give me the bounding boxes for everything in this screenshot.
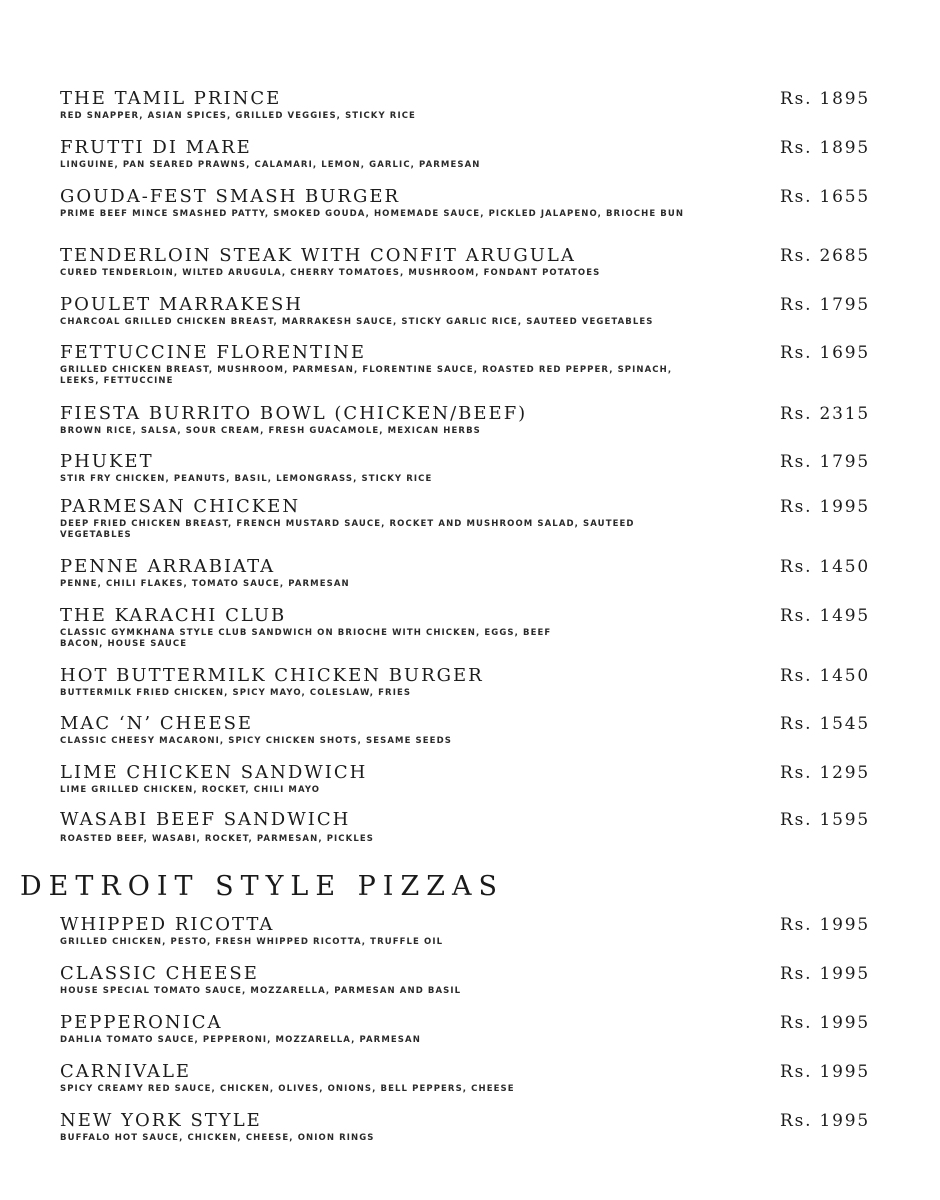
item-name: WHIPPED RICOTTA [60, 914, 275, 935]
item-price: Rs. 2315 [780, 404, 870, 424]
item-description: BROWN RICE, SALSA, SOUR CREAM, FRESH GUACAMOLE, MEXICAN HERBS [60, 426, 481, 436]
item-price: Rs. 1795 [780, 452, 870, 472]
item-price: Rs. 2685 [780, 246, 870, 266]
item-price: Rs. 1995 [780, 1013, 870, 1033]
item-description: ROASTED BEEF, WASABI, ROCKET, PARMESAN, PICKLES [60, 834, 374, 844]
item-description: CLASSIC GYMKHANA STYLE CLUB SANDWICH ON BRIOCHE WITH CHICKEN, EGGS, BEEF BACON, HOUSE SAUCE [60, 628, 552, 649]
item-price: Rs. 1595 [780, 810, 870, 830]
item-description: STIR FRY CHICKEN, PEANUTS, BASIL, LEMONGRASS, STICKY RICE [60, 474, 433, 484]
item-description: GRILLED CHICKEN BREAST, MUSHROOM, PARMESAN, FLORENTINE SAUCE, ROASTED RED PEPPER, SPINACH, LEEKS, FETTUCCINE [60, 365, 673, 386]
section-title: DETROIT STYLE PIZZAS [20, 871, 504, 902]
item-price: Rs. 1995 [780, 1062, 870, 1082]
item-description: RED SNAPPER, ASIAN SPICES, GRILLED VEGGIES, STICKY RICE [60, 111, 416, 121]
item-name: HOT BUTTERMILK CHICKEN BURGER [60, 665, 484, 686]
item-description: CHARCOAL GRILLED CHICKEN BREAST, MARRAKESH SAUCE, STICKY GARLIC RICE, SAUTEED VEGETABLES [60, 317, 654, 327]
item-name: PHUKET [60, 451, 154, 472]
item-description: DAHLIA TOMATO SAUCE, PEPPERONI, MOZZARELLA, PARMESAN [60, 1035, 421, 1045]
item-name: FIESTA BURRITO BOWL (CHICKEN/BEEF) [60, 403, 528, 424]
item-description: PRIME BEEF MINCE SMASHED PATTY, SMOKED GOUDA, HOMEMADE SAUCE, PICKLED JALAPENO, BRIOCHE BUN [60, 209, 685, 219]
item-price: Rs. 1995 [780, 497, 870, 517]
item-description: SPICY CREAMY RED SAUCE, CHICKEN, OLIVES, ONIONS, BELL PEPPERS, CHEESE [60, 1084, 515, 1094]
item-price: Rs. 1450 [780, 666, 870, 686]
item-description: DEEP FRIED CHICKEN BREAST, FRENCH MUSTARD SAUCE, ROCKET AND MUSHROOM SALAD, SAUTEED VEGETABLES [60, 519, 635, 540]
item-name: CLASSIC CHEESE [60, 963, 259, 984]
item-price: Rs. 1995 [780, 1111, 870, 1131]
item-price: Rs. 1450 [780, 557, 870, 577]
item-name: PENNE ARRABIATA [60, 556, 276, 577]
item-price: Rs. 1695 [780, 343, 870, 363]
item-price: Rs. 1895 [780, 138, 870, 158]
item-name: GOUDA-FEST SMASH BURGER [60, 186, 401, 207]
item-name: POULET MARRAKESH [60, 294, 304, 315]
item-price: Rs. 1995 [780, 915, 870, 935]
item-price: Rs. 1495 [780, 606, 870, 626]
item-name: THE KARACHI CLUB [60, 605, 287, 626]
item-price: Rs. 1545 [780, 714, 870, 734]
item-name: TENDERLOIN STEAK WITH CONFIT ARUGULA [60, 245, 576, 266]
item-description: PENNE, CHILI FLAKES, TOMATO SAUCE, PARMESAN [60, 579, 350, 589]
item-description: LINGUINE, PAN SEARED PRAWNS, CALAMARI, LEMON, GARLIC, PARMESAN [60, 160, 481, 170]
item-name: PARMESAN CHICKEN [60, 496, 301, 517]
item-name: LIME CHICKEN SANDWICH [60, 762, 368, 783]
item-description: BUTTERMILK FRIED CHICKEN, SPICY MAYO, COLESLAW, FRIES [60, 688, 412, 698]
item-name: FRUTTI DI MARE [60, 137, 252, 158]
item-price: Rs. 1295 [780, 763, 870, 783]
item-name: NEW YORK STYLE [60, 1110, 262, 1131]
item-description: GRILLED CHICKEN, PESTO, FRESH WHIPPED RICOTTA, TRUFFLE OIL [60, 937, 444, 947]
item-name: CARNIVALE [60, 1061, 192, 1082]
item-price: Rs. 1895 [780, 89, 870, 109]
item-name: PEPPERONICA [60, 1012, 223, 1033]
item-name: FETTUCCINE FLORENTINE [60, 342, 367, 363]
item-name: THE TAMIL PRINCE [60, 88, 282, 109]
item-name: MAC ‘N’ CHEESE [60, 713, 254, 734]
item-name: WASABI BEEF SANDWICH [60, 809, 351, 830]
item-description: CURED TENDERLOIN, WILTED ARUGULA, CHERRY TOMATOES, MUSHROOM, FONDANT POTATOES [60, 268, 601, 278]
item-price: Rs. 1995 [780, 964, 870, 984]
item-price: Rs. 1795 [780, 295, 870, 315]
item-price: Rs. 1655 [780, 187, 870, 207]
item-description: HOUSE SPECIAL TOMATO SAUCE, MOZZARELLA, PARMESAN AND BASIL [60, 986, 462, 996]
item-description: LIME GRILLED CHICKEN, ROCKET, CHILI MAYO [60, 785, 321, 795]
item-description: CLASSIC CHEESY MACARONI, SPICY CHICKEN SHOTS, SESAME SEEDS [60, 736, 452, 746]
item-description: BUFFALO HOT SAUCE, CHICKEN, CHEESE, ONION RINGS [60, 1133, 375, 1143]
